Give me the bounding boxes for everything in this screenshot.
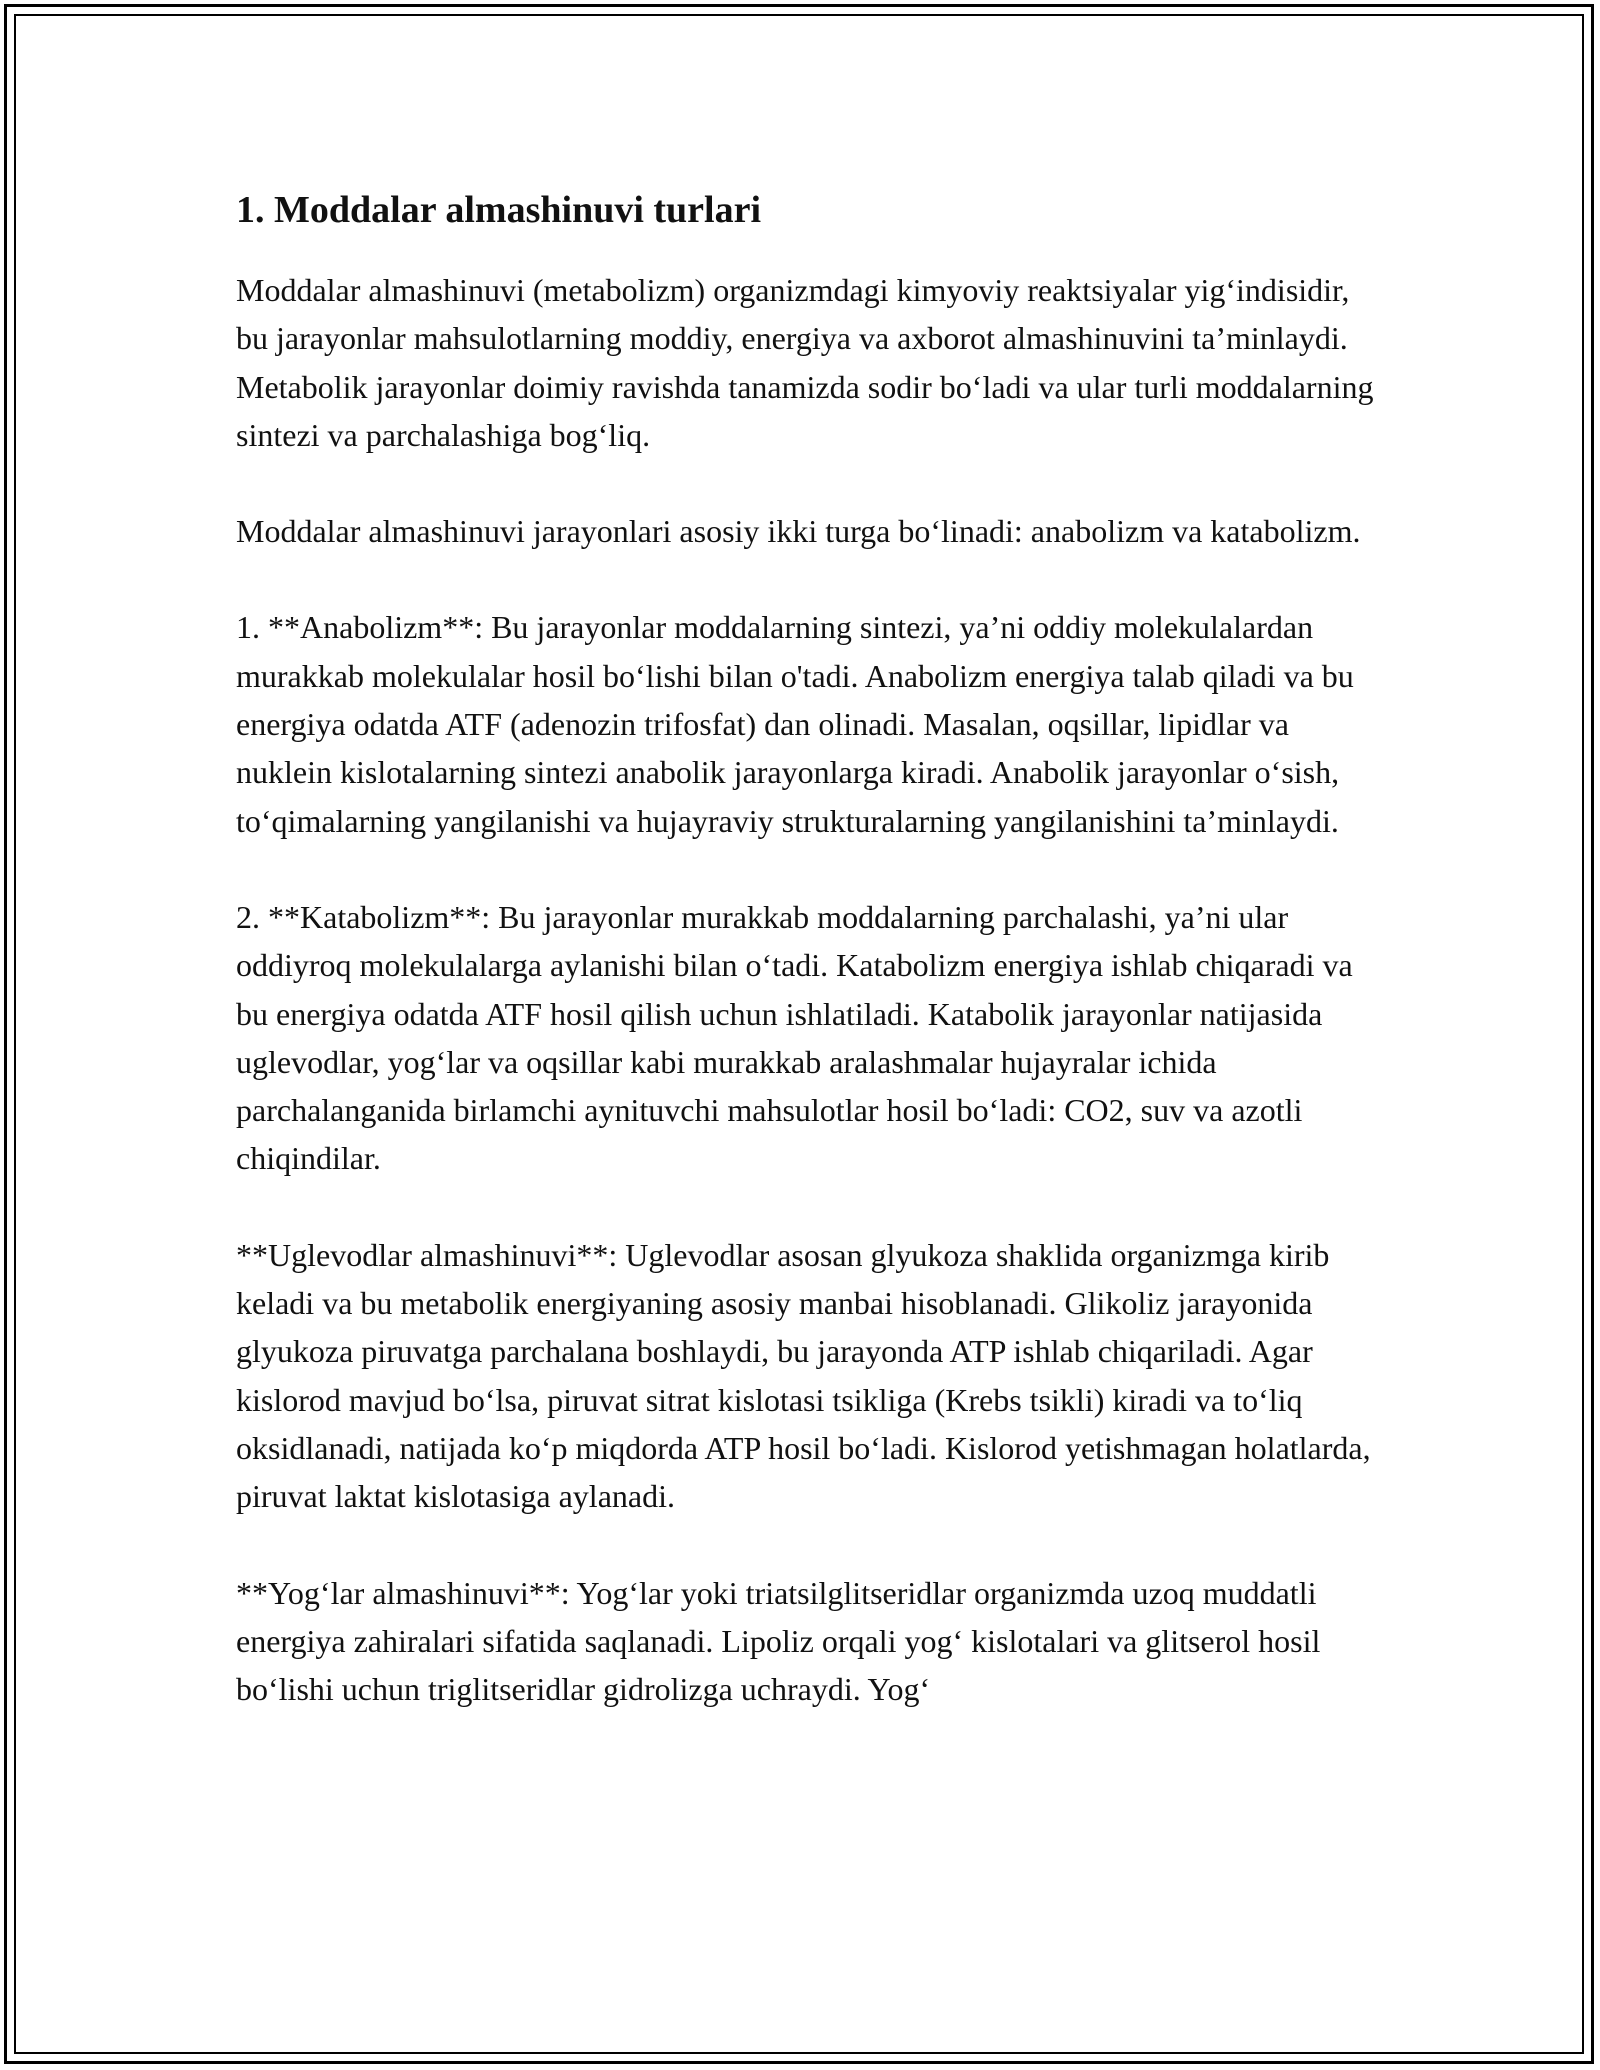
- paragraph-anabolism: 1. **Anabolizm**: Bu jarayonlar moddalarning sintezi, ya’ni oddiy molekulalardan murakkab molekulalar hosil bo‘lishi bilan o'tadi. Anabolizm energiya talab qiladi va bu energiya odatda ATF (adenozin trifosfat) dan olinadi. Masalan, oqsillar, lipidlar va nuklein kislotalarning sintezi anabolik jarayonlarga kiradi. Anabolik jarayonlar o‘sish, to‘qimalarning yangilanishi va hujayraviy strukturalarning yangilanishini ta’minlaydi.: [236, 609, 1354, 839]
- document-body: [236, 186, 1376, 1761]
- paragraph-catabolism: 2. **Katabolizm**: Bu jarayonlar murakkab moddalarning parchalashi, ya’ni ular oddiyroq molekulalarga aylanishi bilan o‘tadi. Katabolizm energiya ishlab chiqaradi va bu energiya odatda ATF hosil qilish uchun ishlatiladi. Katabolik jarayonlar natijasida uglevodlar, yog‘lar va oqsillar kabi murakkab aralashmalar hujayralar ichida parchalanganida birlamchi aynituvchi mahsulotlar hosil bo‘ladi: CO2, suv va azotli chiqindilar.: [236, 898, 1353, 1177]
- paragraph-intro: Moddalar almashinuvi (metabolizm) organizmdagi kimyoviy reaktsiyalar yig‘indisidir, bu jarayonlar mahsulotlarning moddiy, energiya va axborot almashinuvini ta’minlaydi. Metabolik jarayonlar doimiy ravishda tanamizda sodir bo‘ladi va ular turli moddalarning sintezi va parchalashiga bog‘liq.: [236, 272, 1374, 453]
- section-heading: 1. Moddalar almashinuvi turlari: [236, 189, 762, 231]
- paragraph-types: Moddalar almashinuvi jarayonlari asosiy ikki turga bo‘linadi: anabolizm va katabolizm.: [236, 513, 1361, 550]
- paragraph-carbohydrate-metabolism: **Uglevodlar almashinuvi**: Uglevodlar asosan glyukoza shaklida organizmga kirib keladi va bu metabolik energiyaning asosiy manbai hisoblanadi. Glikoliz jarayonida glyukoza piruvatga parchalana boshlaydi, bu jarayonda ATP ishlab chiqariladi. Agar kislorod mavjud bo‘lsa, piruvat sitrat kislotasi tsikliga (Krebs tsikli) kiradi va to‘liq oksidlanadi, natijada ko‘p miqdorda ATP hosil bo‘ladi. Kislorod yetishmagan holatlarda, piruvat laktat kislotasiga aylanadi.: [236, 1236, 1371, 1515]
- paragraph-fat-metabolism: **Yog‘lar almashinuvi**: Yog‘lar yoki triatsilglitseridlar organizmda uzoq muddatli energiya zahiralari sifatida saqlanadi. Lipoliz orqali yog‘ kislotalari va glitserol hosil bo‘lishi uchun triglitseridlar gidrolizga uchraydi. Yog‘: [236, 1574, 1321, 1708]
